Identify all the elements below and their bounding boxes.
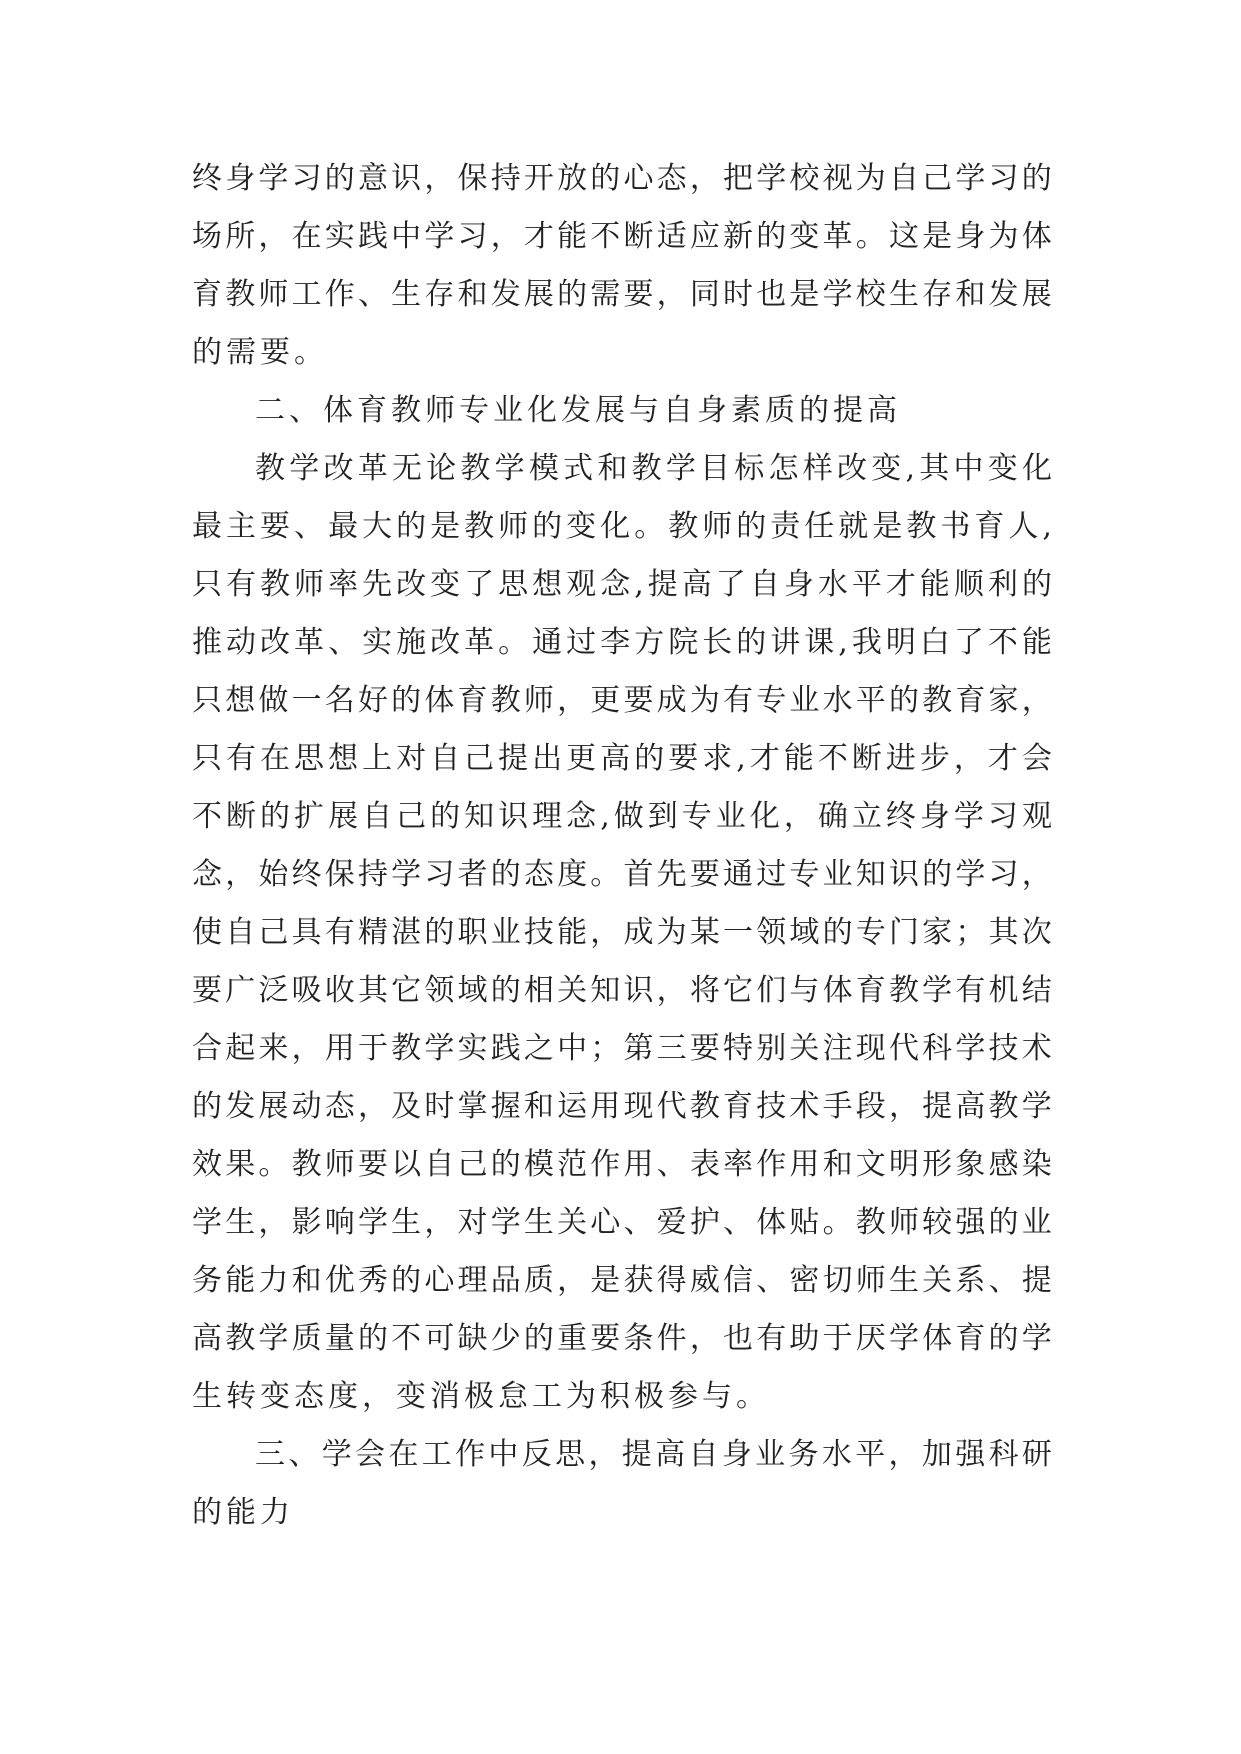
text-line-16: 合 起 来 ， 用 于 教 学 实 践 之 中 ； 第 三 要 特 别 关 注 现 代 科 学 技 术 (192, 1031, 1052, 1066)
text-line-14: 使 自 己 具 有 精 湛 的 职 业 技 能 ， 成 为 某 一 领 域 的 专 门 家 ； 其 次 (192, 915, 1052, 950)
text-line-9: 推 动 改 革 、 实 施 改 革 。 通 过 李 方 院 长 的 讲 课 , 我 明 白 了 不 能 (192, 625, 1052, 660)
text-line-1: 终 身 学 习 的 意 识 ， 保 持 开 放 的 心 态 ， 把 学 校 视 为 自 己 学 习 的 (192, 161, 1052, 196)
text-line-2: 场 所 ， 在 实 践 中 学 习 ， 才 能 不 断 适 应 新 的 变 革 。 这 是 身 为 体 (192, 219, 1052, 254)
text-line-24: 的能力 (192, 1495, 294, 1530)
text-line-18: 效 果 。 教 师 要 以 自 己 的 模 范 作 用 、 表 率 作 用 和 文 明 形 象 感 染 (192, 1147, 1052, 1182)
text-line-15: 要 广 泛 吸 收 其 它 领 域 的 相 关 知 识 ， 将 它 们 与 体 育 教 学 有 机 结 (192, 973, 1052, 1008)
text-line-8: 只 有 教 师 率 先 改 变 了 思 想 观 念 , 提 高 了 自 身 水 平 才 能 顺 利 的 (192, 567, 1052, 602)
text-line-4: 的需要。 (192, 335, 328, 370)
text-line-7: 最 主 要 、 最 大 的 是 教 师 的 变 化 。 教 师 的 责 任 就 是 教 书 育 人 , (192, 509, 1052, 544)
text-line-6: 教 学 改 革 无 论 教 学 模 式 和 教 学 目 标 怎 样 改 变 , 其 中 变 化 (255, 451, 1052, 486)
text-line-3: 育 教 师 工 作 、 生 存 和 发 展 的 需 要 ， 同 时 也 是 学 校 生 存 和 发 展 (192, 277, 1052, 312)
section-heading-2: 二、体育教师专业化发展与自身素质的提高 (255, 393, 901, 428)
text-line-22: 生转变态度，变消极怠工为积极参与。 (192, 1379, 770, 1414)
text-line-10: 只 想 做 一 名 好 的 体 育 教 师 ， 更 要 成 为 有 专 业 水 平 的 教 育 家 ， (192, 683, 1052, 718)
text-line-19: 学 生 ， 影 响 学 生 ， 对 学 生 关 心 、 爱 护 、 体 贴 。 教 师 较 强 的 业 (192, 1205, 1052, 1240)
text-line-12: 不 断 的 扩 展 自 己 的 知 识 理 念 , 做 到 专 业 化 ， 确 立 终 身 学 习 观 (192, 799, 1052, 834)
text-line-20: 务 能 力 和 优 秀 的 心 理 品 质 ， 是 获 得 威 信 、 密 切 师 生 关 系 、 提 (192, 1263, 1052, 1298)
text-line-17: 的 发 展 动 态 ， 及 时 掌 握 和 运 用 现 代 教 育 技 术 手 段 ， 提 高 教 学 (192, 1089, 1052, 1124)
section-heading-3: 三 、 学 会 在 工 作 中 反 思 ， 提 高 自 身 业 务 水 平 ， 加 强 科 研 (255, 1437, 1052, 1472)
text-line-11: 只 有 在 思 想 上 对 自 己 提 出 更 高 的 要 求 , 才 能 不 断 进 步 ， 才 会 (192, 741, 1052, 776)
body-text (192, 150, 1052, 1542)
text-line-13: 念 ， 始 终 保 持 学 习 者 的 态 度 。 首 先 要 通 过 专 业 知 识 的 学 习 ， (192, 857, 1052, 892)
text-line-21: 高 教 学 质 量 的 不 可 缺 少 的 重 要 条 件 ， 也 有 助 于 厌 学 体 育 的 学 (192, 1321, 1052, 1356)
